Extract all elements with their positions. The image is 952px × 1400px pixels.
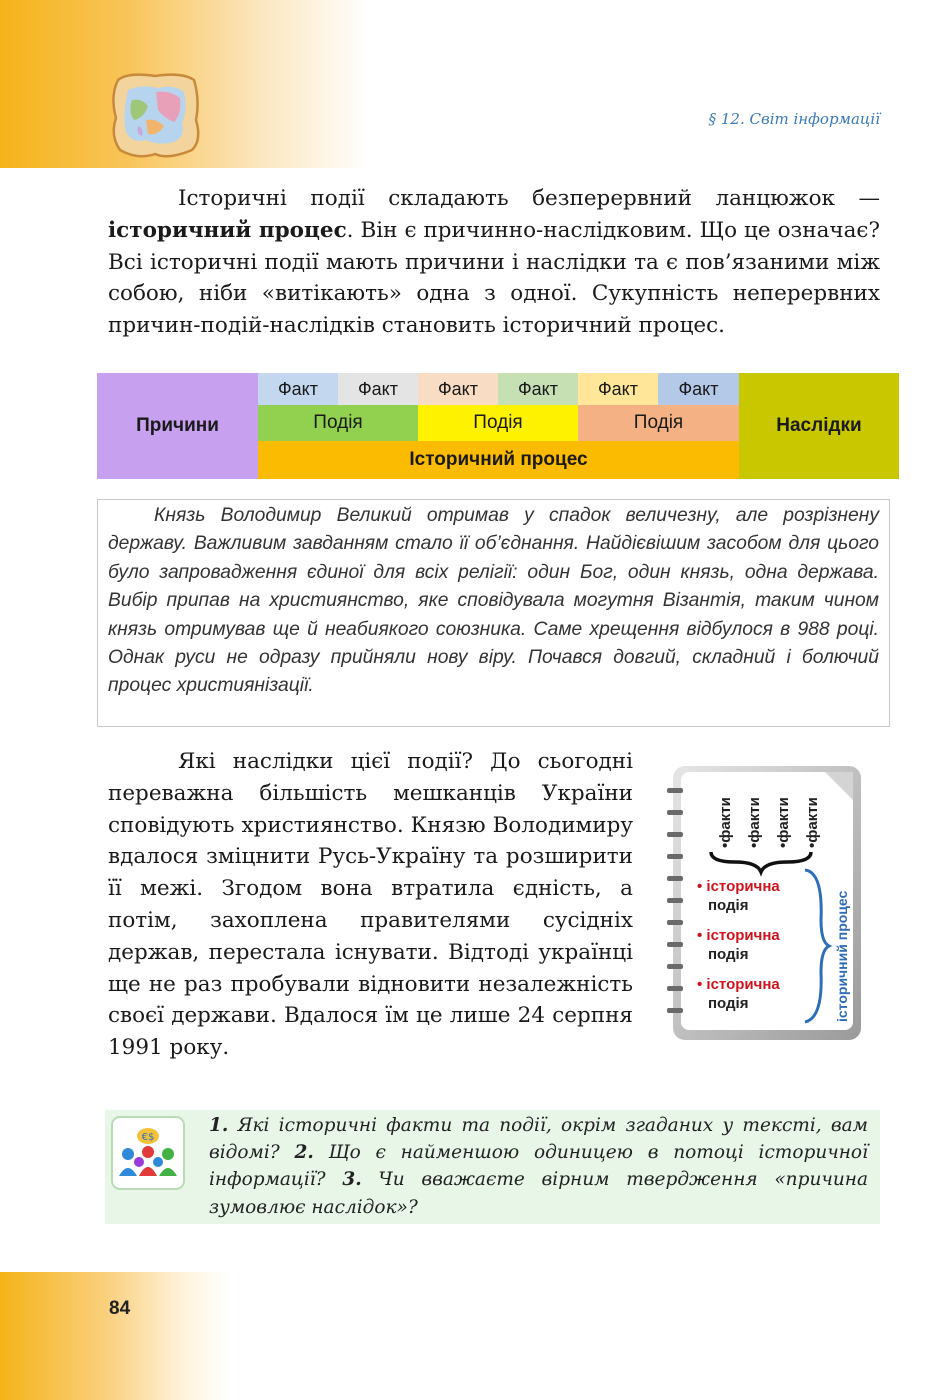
notebook-fact: •факти <box>717 797 734 848</box>
question-1: Які історичні факти та події, окрім згаданих у тексті, вам відомі? <box>209 1115 868 1164</box>
scheme-historical-process: Історичний процес <box>258 441 739 479</box>
notebook-fact: •факти <box>804 797 821 848</box>
notebook-event-line1: • історична <box>697 976 780 993</box>
scheme-event: Подія <box>418 405 578 441</box>
question-number: 3. <box>342 1169 362 1191</box>
paragraph-consequences <box>108 746 633 1064</box>
section-title: § 12. Світ інформації <box>708 110 880 128</box>
notebook-fact: •факти <box>775 797 792 848</box>
questions-block <box>105 1110 880 1224</box>
scheme-effects: Наслідки <box>739 373 899 479</box>
page-number: 84 <box>109 1298 131 1319</box>
scheme-fact: Факт <box>418 373 498 405</box>
term-historical-process: історичний процес <box>108 217 347 243</box>
scheme-fact: Факт <box>658 373 739 405</box>
notebook-event-line1: • історична <box>697 878 780 895</box>
paragraph-historical-process <box>108 183 880 342</box>
question-number: 1. <box>209 1115 229 1136</box>
scheme-event: Подія <box>258 405 418 441</box>
bottom-corner-decoration <box>0 1272 230 1400</box>
notebook-event-line2: подія <box>708 995 749 1012</box>
para1-part2: . Він є причинно-наслідковим. Що це означає? Всі історичні події мають причини і наслідки та є пов’язаними між собою, ніби «витікають» одна з одної. Сукупність неперервних причин-подій-наслідків становить історичний процес. <box>108 217 880 339</box>
svg-text:€$: €$ <box>141 1132 155 1143</box>
scheme-fact: Факт <box>578 373 658 405</box>
scheme-fact: Факт <box>338 373 418 405</box>
scheme-causes: Причини <box>97 373 258 479</box>
para1-part1: Історичні події складають безперервний ланцюжок — <box>178 186 880 211</box>
question-3: Чи вважаєте вірним твердження «причина зумовлює наслідок»? <box>209 1169 868 1218</box>
europe-map-logo-icon <box>108 70 202 158</box>
question-2: Що є найменшою одиницею в потоці історичної інформації? <box>209 1142 868 1191</box>
scheme-event: Подія <box>578 405 739 441</box>
scheme-fact: Факт <box>258 373 338 405</box>
notebook-fact: •факти <box>746 797 763 848</box>
notebook-event-line1: • історична <box>697 927 780 944</box>
notebook-illustration <box>665 760 865 1042</box>
historical-process-scheme <box>97 373 899 479</box>
para2-text: Які наслідки цієї події? До сьогодні переважна більшість мешканців України сповідують християнство. Князю Володимиру вдалося зміцнити Русь-Україну та розширити її межі. Згодом вона втратила єдність, а потім, захоплена правителями сусідніх держав, перестала існувати. Відтоді українці ще не раз пробували відновити незалежність своєї держави. Вдалося їм це лише 24 серпня 1991 року. <box>108 749 633 1061</box>
questions-text <box>105 1110 880 1221</box>
notebook-event-line2: подія <box>708 946 749 963</box>
quote-text: Князь Володимир Великий отримав у спадок величезну, але розрізнену державу. Важливим завданням стало її об’єднання. Найдієвішим засобом для цього було запровадження єдиної для всіх релігії: один Бог, один князь, одна держава. Вибір припав на християнство, яке сповідувала могутня Візантія, таким чином князь отримував ще й неабиякого союзника. Саме хрещення відбулося в 988 році. Однак руси не одразу прийняли нову віру. Почався довгий, складний і болючий процес християнізації. <box>108 505 879 697</box>
quote-box-volodymyr <box>97 499 890 727</box>
question-number: 2. <box>294 1142 314 1164</box>
scheme-fact: Факт <box>498 373 578 405</box>
notebook-process-label: історичний процес <box>834 890 850 1022</box>
notebook-event-line2: подія <box>708 897 749 914</box>
